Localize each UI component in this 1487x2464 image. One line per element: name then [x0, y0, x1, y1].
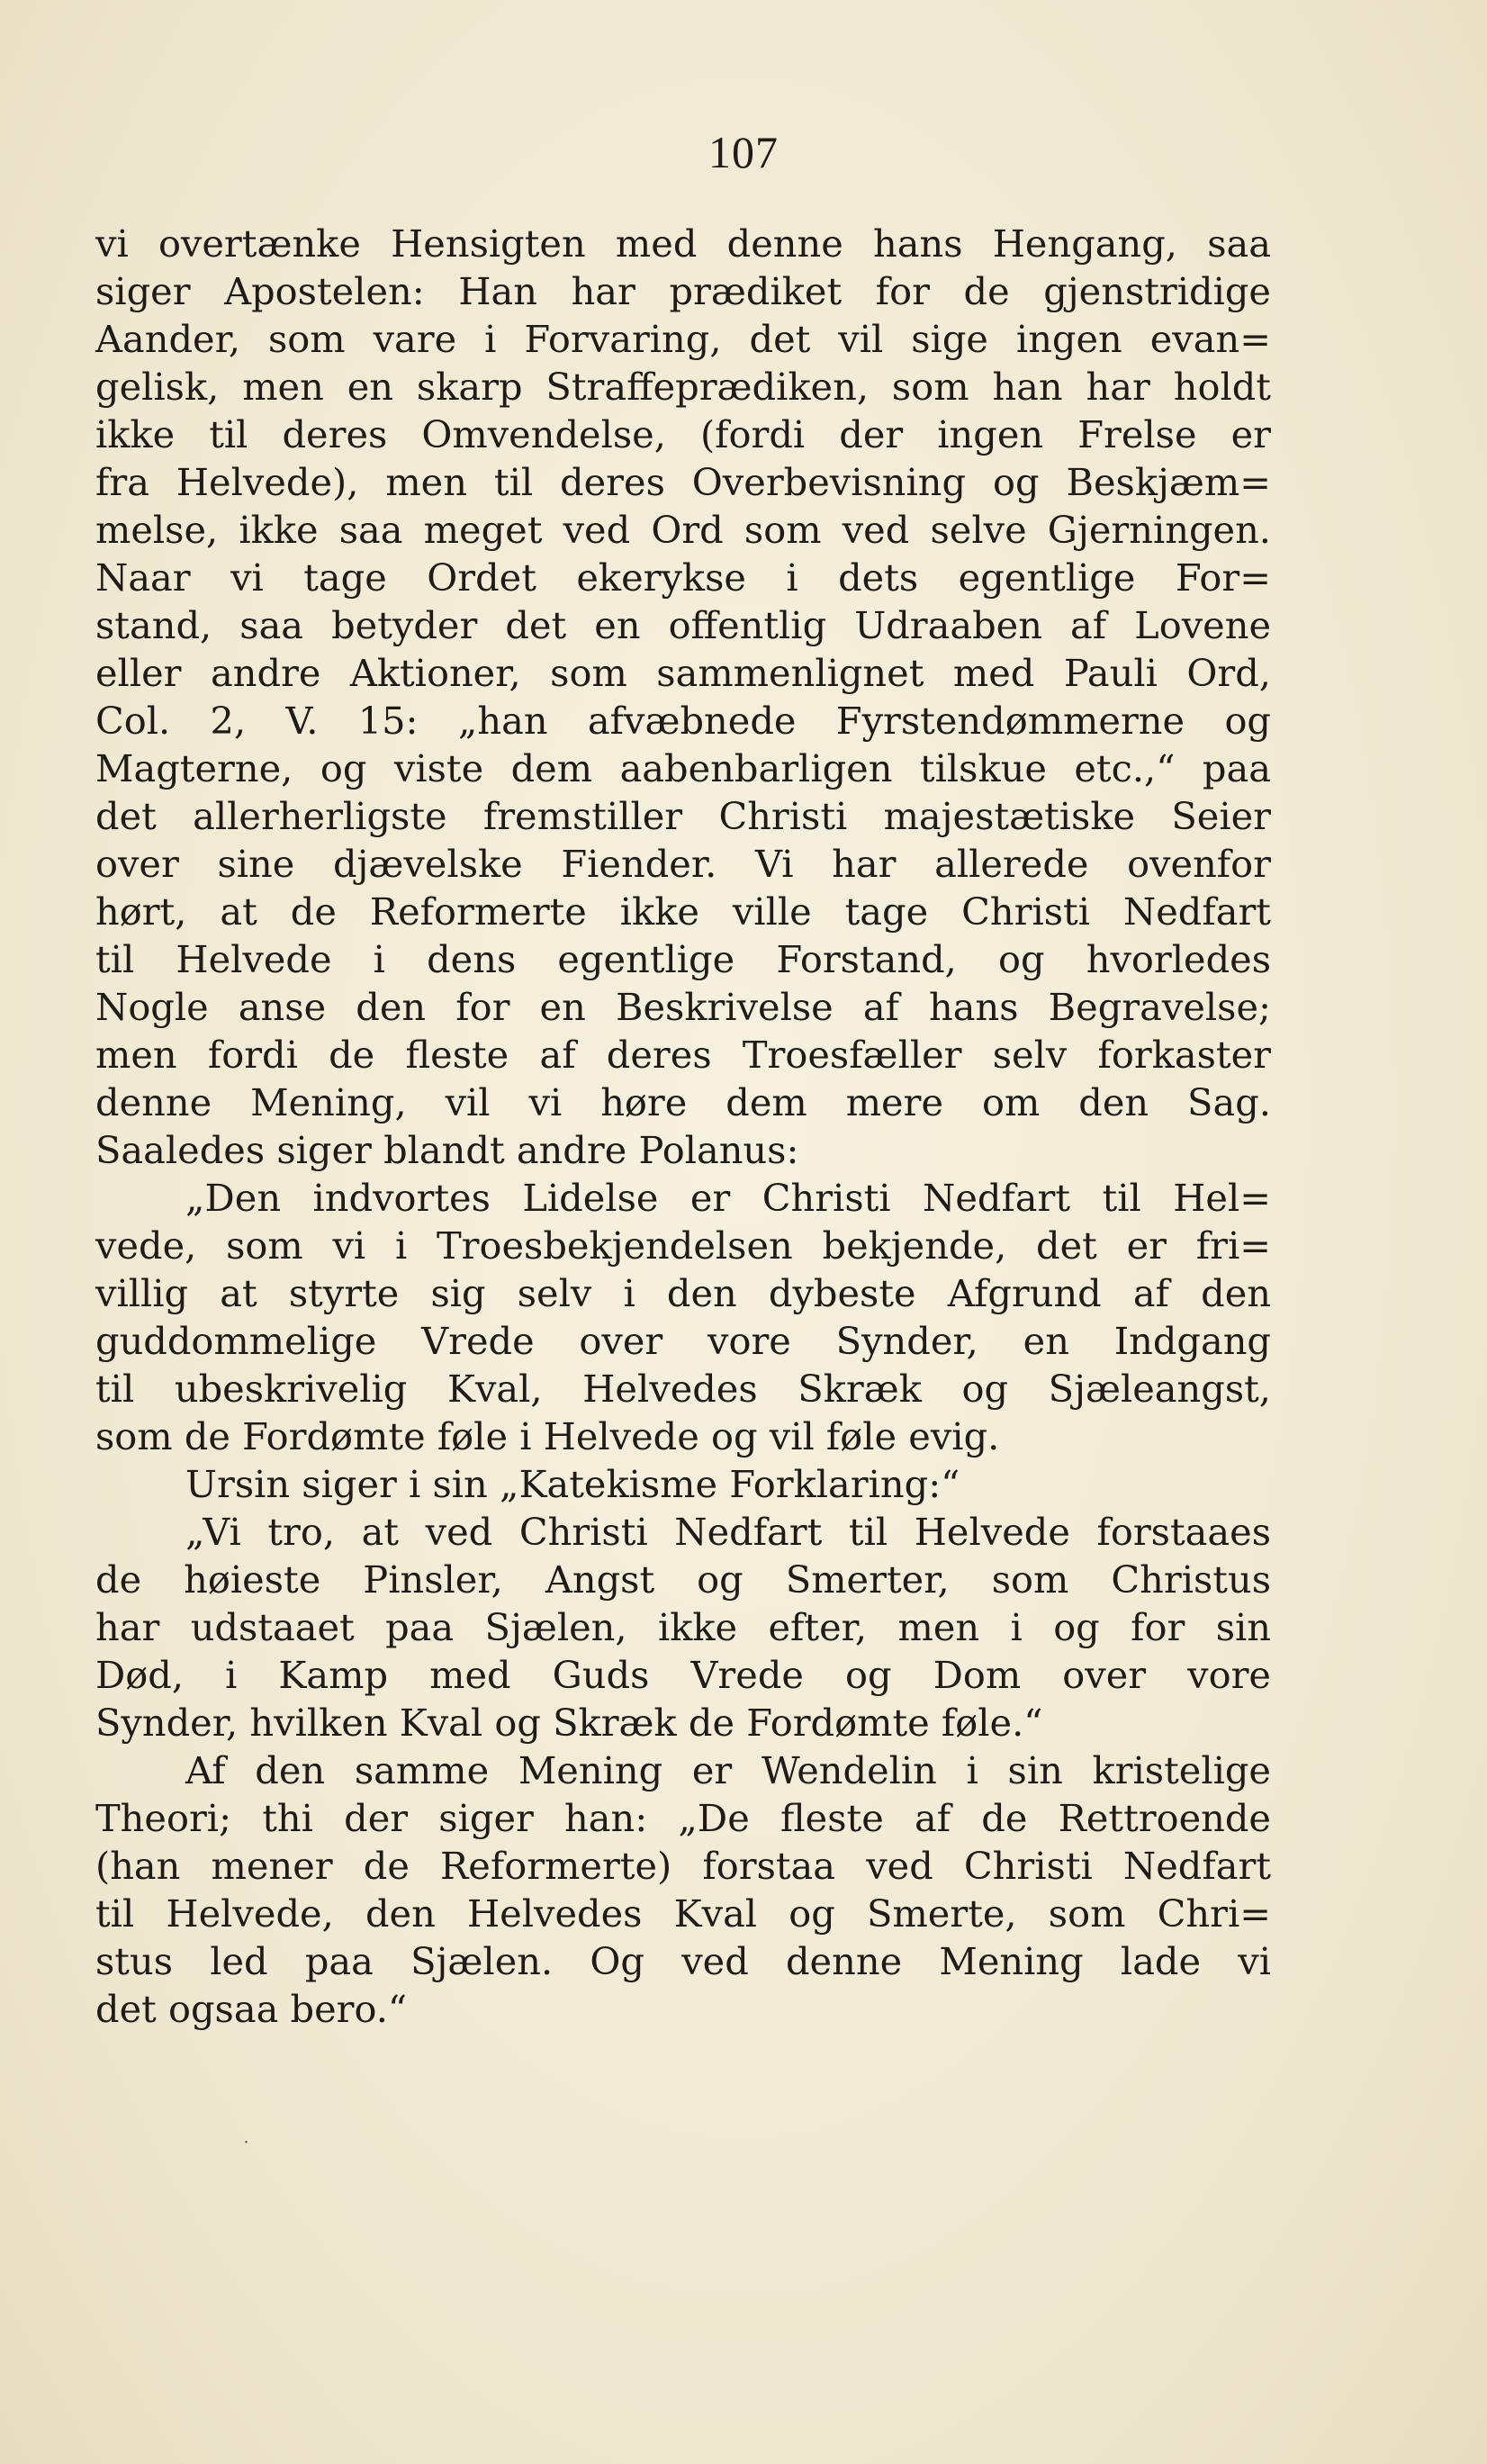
text-line: Nogle anse den for en Beskrivelse af hans Begravelse; [95, 985, 1271, 1029]
text-line: Magterne, og viste dem aabenbarligen tilskue etc.,“ paa [95, 746, 1271, 790]
text-line: eller andre Aktioner, som sammenlignet med Pauli Ord, [95, 651, 1271, 695]
text-line: til Helvede, den Helvedes Kval og Smerte, som Chri= [95, 1891, 1271, 1936]
text-line: det ogsaa bero.“ [95, 1987, 408, 2031]
text-line: Ursin siger i sin „Katekisme Forklaring:“ [185, 1462, 960, 1506]
text-line: Af den samme Mening er Wendelin i sin kristelige [185, 1748, 1271, 1792]
text-line: hørt, at de Reformerte ikke ville tage Christi Nedfart [95, 889, 1271, 934]
text-line: de høieste Pinsler, Angst og Smerter, som Christus [95, 1557, 1271, 1602]
text-line: (han mener de Reformerte) forstaa ved Christi Nedfart [95, 1844, 1271, 1888]
text-line: til Helvede i dens egentlige Forstand, og hvorledes [95, 937, 1271, 981]
text-line: Aander, som vare i Forvaring, det vil sige ingen evan= [95, 317, 1271, 361]
page-number: 107 [708, 127, 779, 177]
text-line: som de Fordømte føle i Helvede og vil føle evig. [95, 1414, 1000, 1458]
ink-speck: ˙ [241, 2139, 251, 2162]
text-line: denne Mening, vil vi høre dem mere om den Sag. [95, 1080, 1271, 1124]
text-line: men fordi de fleste af deres Troesfæller selv forkaster [95, 1033, 1271, 1077]
text-line: „Vi tro, at ved Christi Nedfart til Helvede forstaaes [185, 1510, 1271, 1554]
text-line: Theori; thi der siger han: „De fleste af de Rettroende [95, 1796, 1271, 1840]
text-line: ikke til deres Omvendelse, (fordi der ingen Frelse er [95, 412, 1271, 456]
text-line: det allerherligste fremstiller Christi majestætiske Seier [95, 794, 1271, 838]
text-line: Naar vi tage Ordet ekerykse i dets egentlige For= [95, 555, 1271, 600]
body-text [95, 220, 1271, 2033]
text-line: „Den indvortes Lidelse er Christi Nedfart til Hel= [185, 1176, 1271, 1220]
text-line: har udstaaet paa Sjælen, ikke efter, men i og for sin [95, 1605, 1271, 1649]
text-line: stand, saa betyder det en offentlig Udraaben af Lovene [95, 603, 1271, 647]
text-line: fra Helvede), men til deres Overbevisning og Beskjæm= [95, 460, 1271, 504]
text-line: guddommelige Vrede over vore Synder, en Indgang [95, 1319, 1271, 1363]
text-line: siger Apostelen: Han har prædiket for de gjenstridige [95, 269, 1271, 313]
text-line: stus led paa Sjælen. Og ved denne Mening lade vi [95, 1939, 1271, 1983]
text-line: gelisk, men en skarp Straffeprædiken, som han har holdt [95, 365, 1271, 409]
text-line: til ubeskrivelig Kval, Helvedes Skræk og Sjæleangst, [95, 1367, 1271, 1411]
text-line: villig at styrte sig selv i den dybeste Afgrund af den [95, 1271, 1271, 1315]
text-line: Død, i Kamp med Guds Vrede og Dom over vore [95, 1653, 1271, 1697]
text-line: over sine djævelske Fiender. Vi har allerede ovenfor [95, 842, 1271, 886]
text-line: Synder, hvilken Kval og Skræk de Fordømte føle.“ [95, 1701, 1043, 1745]
text-line: Saaledes siger blandt andre Polanus: [95, 1128, 799, 1172]
text-line: melse, ikke saa meget ved Ord som ved selve Gjerningen. [95, 508, 1271, 552]
text-line: Col. 2, V. 15: „han afvæbnede Fyrstendømmerne og [95, 699, 1271, 743]
text-line: vede, som vi i Troesbekjendelsen bekjende, det er fri= [95, 1223, 1271, 1268]
text-line: vi overtænke Hensigten med denne hans Hengang, saa [95, 221, 1271, 266]
